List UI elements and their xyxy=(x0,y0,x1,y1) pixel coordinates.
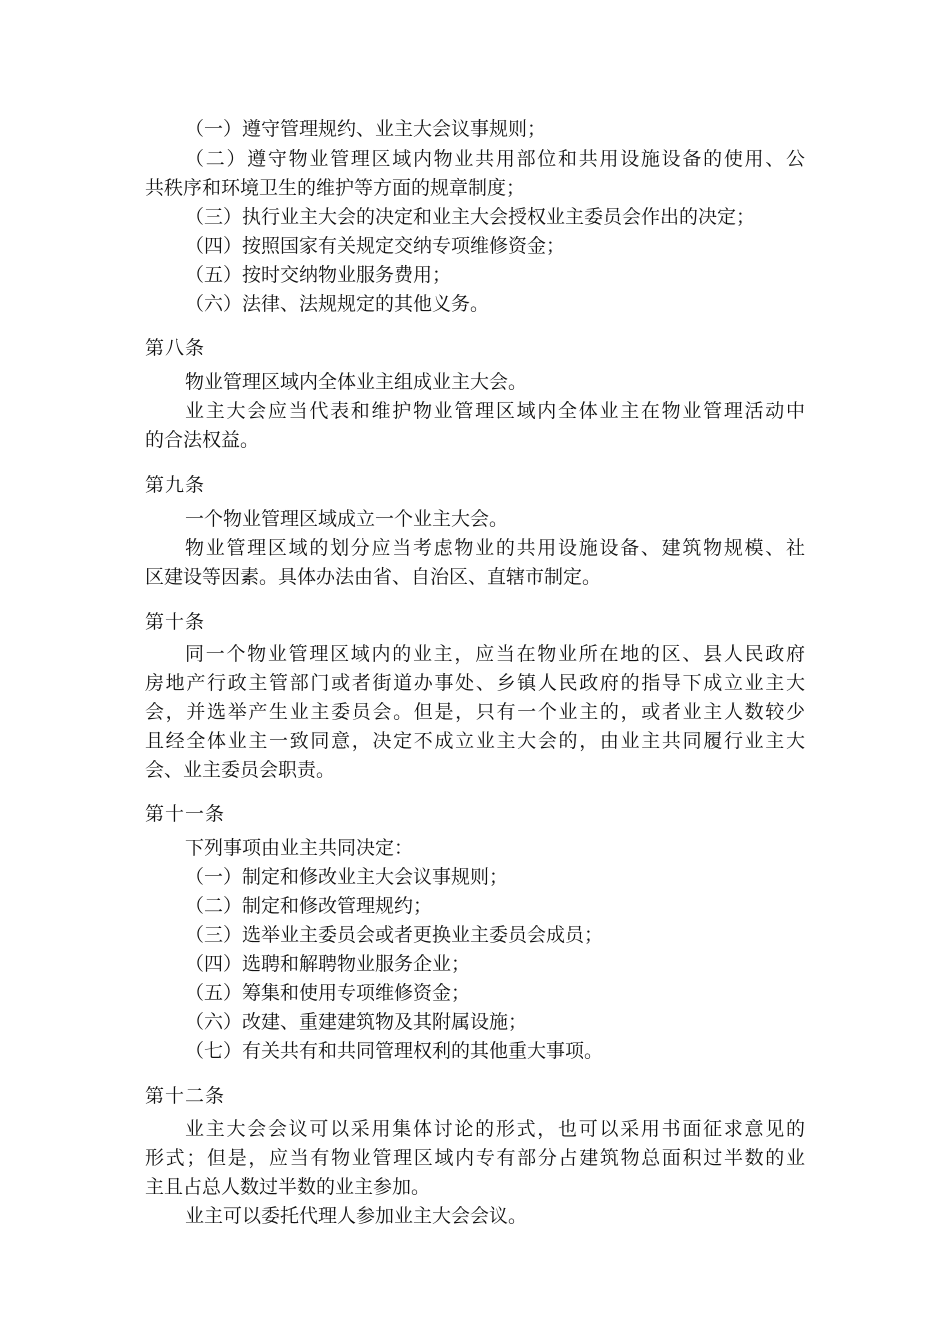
paragraph-line: 物业管理区域内全体业主组成业主大会。 xyxy=(185,371,528,393)
list-item: （四）选聘和解聘物业服务企业； xyxy=(185,953,471,975)
list-item: （七）有关共有和共同管理权利的其他重大事项。 xyxy=(185,1040,604,1062)
article-heading: 第十条 xyxy=(145,611,206,633)
paragraph-line: 下列事项由业主共同决定： xyxy=(185,837,414,859)
list-item: （三）执行业主大会的决定和业主大会授权业主委员会作出的决定； xyxy=(185,206,756,228)
article-heading: 第九条 xyxy=(145,474,206,496)
article-heading: 第十一条 xyxy=(145,803,226,825)
list-item: （六）改建、重建建筑物及其附属设施； xyxy=(185,1011,528,1033)
paragraph-line: 区建设等因素。具体办法由省、自治区、直辖市制定。 xyxy=(145,566,602,588)
paragraph-line: 物业管理区域的划分应当考虑物业的共用设施设备、建筑物规模、社 xyxy=(185,537,805,559)
list-item: （一）遵守管理规约、业主大会议事规则； xyxy=(185,118,547,140)
paragraph-line: 主且占总人数过半数的业主参加。 xyxy=(145,1176,431,1198)
paragraph-line: 业主可以委托代理人参加业主大会会议。 xyxy=(185,1205,528,1227)
list-item: （六）法律、法规规定的其他义务。 xyxy=(185,293,490,315)
list-item: （三）选举业主委员会或者更换业主委员会成员； xyxy=(185,924,604,946)
list-item-continuation: 共秩序和环境卫生的维护等方面的规章制度； xyxy=(145,177,526,199)
paragraph-line: 的合法权益。 xyxy=(145,429,260,451)
list-item: （二）制定和修改管理规约； xyxy=(185,895,433,917)
paragraph-line: 形式；但是，应当有物业管理区域内专有部分占建筑物总面积过半数的业 xyxy=(145,1147,805,1169)
paragraph-line: 业主大会会议可以采用集体讨论的形式，也可以采用书面征求意见的 xyxy=(185,1118,805,1140)
paragraph-line: 一个物业管理区域成立一个业主大会。 xyxy=(185,508,509,530)
paragraph-line: 会，并选举产生业主委员会。但是，只有一个业主的，或者业主人数较少 xyxy=(145,701,805,723)
paragraph-line: 同一个物业管理区域内的业主，应当在物业所在地的区、县人民政府 xyxy=(185,643,805,665)
list-item: （二）遵守物业管理区域内物业共用部位和共用设施设备的使用、公 xyxy=(185,148,805,170)
paragraph-line: 业主大会应当代表和维护物业管理区域内全体业主在物业管理活动中 xyxy=(185,400,805,422)
paragraph-line: 房地产行政主管部门或者街道办事处、乡镇人民政府的指导下成立业主大 xyxy=(145,672,805,694)
article-heading: 第八条 xyxy=(145,337,206,359)
list-item: （五）按时交纳物业服务费用； xyxy=(185,264,452,286)
article-heading: 第十二条 xyxy=(145,1085,226,1107)
paragraph-line: 且经全体业主一致同意，决定不成立业主大会的，由业主共同履行业主大 xyxy=(145,730,805,752)
list-item: （四）按照国家有关规定交纳专项维修资金； xyxy=(185,235,566,257)
paragraph-line: 会、业主委员会职责。 xyxy=(145,759,336,781)
list-item: （五）筹集和使用专项维修资金； xyxy=(185,982,471,1004)
list-item: （一）制定和修改业主大会议事规则； xyxy=(185,866,509,888)
